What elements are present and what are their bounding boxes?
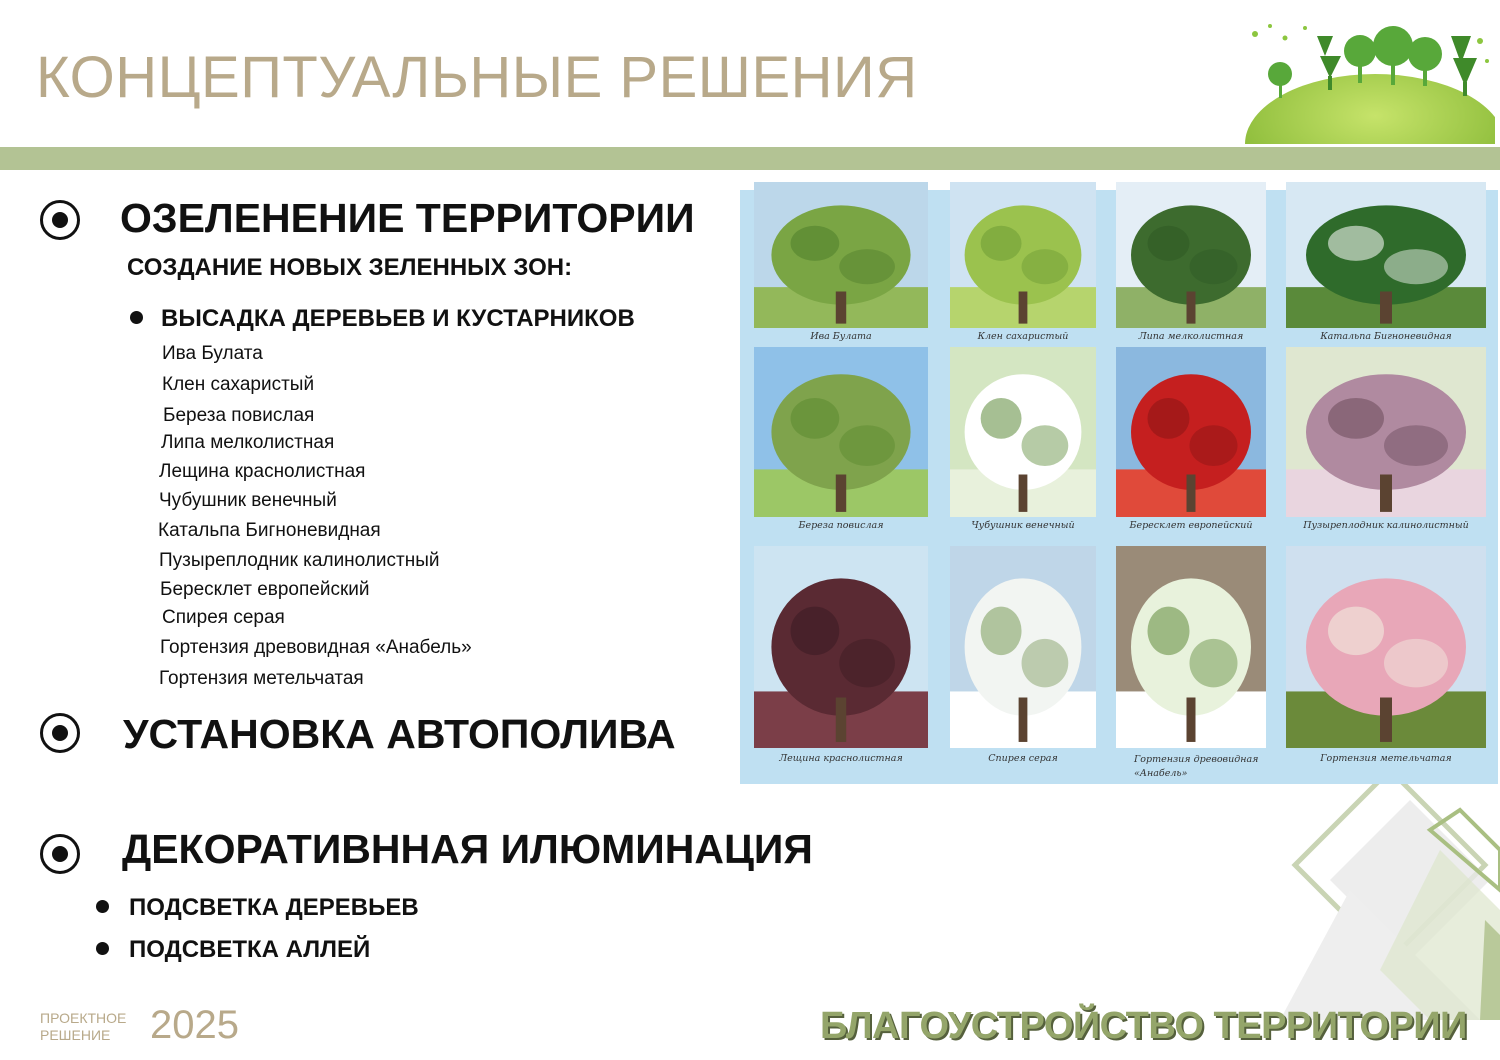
gallery-item xyxy=(1116,182,1266,328)
gallery-item xyxy=(950,546,1096,748)
list-item: Ива Булата xyxy=(162,343,263,364)
bullet-icon xyxy=(96,900,109,913)
bullet-planting: ВЫСАДКА ДЕРЕВЬЕВ И КУСТАРНИКОВ xyxy=(161,305,635,332)
bullet-icon xyxy=(96,942,109,955)
gallery-caption: Клен сахаристый xyxy=(977,331,1069,342)
list-item: Гортензия метельчатая xyxy=(159,668,364,689)
gallery-caption: Ива Булата xyxy=(810,331,872,342)
willow-tree-photo-icon xyxy=(754,182,928,328)
gallery-caption: Береза повислая xyxy=(798,520,884,531)
list-item: Береза повислая xyxy=(163,405,315,426)
photo-shape xyxy=(1190,425,1238,466)
footer-title: БЛАГОУСТРОЙСТВО ТЕРРИТОРИИ xyxy=(820,1005,1467,1047)
photo-shape xyxy=(1384,425,1448,466)
photo-shape xyxy=(1306,578,1466,715)
footer-label-line2: РЕШЕНИЕ xyxy=(40,1027,111,1043)
photo-shape xyxy=(839,639,895,687)
euonymus-shrub-photo-icon xyxy=(1116,347,1266,517)
photo-shape xyxy=(1380,292,1392,324)
photo-shape xyxy=(771,205,910,304)
photo-shape xyxy=(965,578,1082,715)
gallery-caption-line: «Анабель» xyxy=(1134,768,1188,779)
photo-shape xyxy=(839,425,895,466)
photo-shape xyxy=(771,578,910,715)
footer-label xyxy=(40,1010,126,1044)
photo-shape xyxy=(1380,698,1392,742)
gallery-item xyxy=(1286,182,1486,328)
gallery-item xyxy=(1116,546,1266,748)
photo-shape xyxy=(1328,398,1384,439)
photo-shape xyxy=(1328,226,1384,261)
section-marker-icon xyxy=(40,834,80,874)
photo-shape xyxy=(1131,374,1251,490)
gallery-caption: Катальпа Бигноневидная xyxy=(1320,331,1452,342)
gallery-item xyxy=(1116,347,1266,517)
ninebark-shrub-photo-icon xyxy=(1286,347,1486,517)
photo-shape xyxy=(1380,475,1392,512)
bullet-tree-lighting: ПОДСВЕТКА ДЕРЕВЬЕВ xyxy=(129,894,419,921)
maple-tree-photo-icon xyxy=(950,182,1096,328)
photo-shape xyxy=(1148,398,1190,439)
photo-shape xyxy=(791,398,840,439)
photo-shape xyxy=(1148,226,1190,261)
gallery-caption: Спирея серая xyxy=(988,753,1058,764)
photo-shape xyxy=(965,374,1082,490)
photo-shape xyxy=(981,398,1022,439)
gallery-item xyxy=(754,546,928,748)
photo-shape xyxy=(1187,475,1196,512)
photo-shape xyxy=(836,292,846,324)
gallery-item xyxy=(754,182,928,328)
decorative-squares xyxy=(1280,770,1500,1020)
photo-shape xyxy=(1384,639,1448,687)
gallery-item xyxy=(950,347,1096,517)
spirea-shrub-photo-icon xyxy=(950,546,1096,748)
list-item: Пузыреплодник калинолистный xyxy=(159,550,440,571)
list-item: Гортензия древовидная «Анабель» xyxy=(160,637,472,658)
panicle-hydrangea-photo-icon xyxy=(1286,546,1486,748)
photo-shape xyxy=(791,226,840,261)
photo-shape xyxy=(791,607,840,655)
gallery-caption xyxy=(1134,753,1258,781)
photo-shape xyxy=(771,374,910,490)
photo-shape xyxy=(1131,578,1251,715)
photo-shape xyxy=(836,475,846,512)
bullet-icon xyxy=(130,311,143,324)
gallery-caption: Гортензия метельчатая xyxy=(1320,753,1452,764)
photo-shape xyxy=(965,205,1082,304)
list-item: Клен сахаристый xyxy=(162,374,315,395)
gallery-caption: Лещина краснолистная xyxy=(779,753,903,764)
section-subtitle-greening: СОЗДАНИЕ НОВЫХ ЗЕЛЕННЫХ ЗОН: xyxy=(127,254,573,281)
gallery-item xyxy=(754,347,928,517)
photo-shape xyxy=(1022,639,1069,687)
section-title-illumination: ДЕКОРАТИВННАЯ ИЛЮМИНАЦИЯ xyxy=(122,826,813,872)
photo-shape xyxy=(836,698,846,742)
list-item: Чубушник венечный xyxy=(159,490,337,511)
section-marker-icon xyxy=(40,200,80,240)
photo-shape xyxy=(1131,205,1251,304)
photo-shape xyxy=(1019,292,1028,324)
photo-shape xyxy=(981,226,1022,261)
photo-shape xyxy=(1187,698,1196,742)
catalpa-tree-photo-icon xyxy=(1286,182,1486,328)
photo-shape xyxy=(981,607,1022,655)
hydrangea-annabelle-photo-icon xyxy=(1116,546,1266,748)
photo-shape xyxy=(1187,292,1196,324)
section-title-irrigation: УСТАНОВКА АВТОПОЛИВА xyxy=(123,711,676,757)
gallery-item xyxy=(950,182,1096,328)
gallery-caption: Пузыреплодник калинолистный xyxy=(1303,520,1469,531)
photo-shape xyxy=(1148,607,1190,655)
eco-trees-logo-icon xyxy=(1225,16,1495,144)
photo-shape xyxy=(1019,475,1028,512)
photo-shape xyxy=(1190,249,1238,284)
photo-shape xyxy=(1328,607,1384,655)
birch-tree-photo-icon xyxy=(754,347,928,517)
linden-tree-photo-icon xyxy=(1116,182,1266,328)
list-item: Катальпа Бигноневидная xyxy=(158,520,381,541)
photo-shape xyxy=(1384,249,1448,284)
section-marker-icon xyxy=(40,713,80,753)
list-item: Спирея серая xyxy=(162,607,285,628)
bullet-alley-lighting: ПОДСВЕТКА АЛЛЕЙ xyxy=(129,936,371,963)
mock-orange-shrub-photo-icon xyxy=(950,347,1096,517)
section-title-greening: ОЗЕЛЕНЕНИЕ ТЕРРИТОРИИ xyxy=(120,195,695,241)
gallery-caption: Бересклет европейский xyxy=(1129,520,1253,531)
footer-year: 2025 xyxy=(150,1003,239,1047)
page-title: КОНЦЕПТУАЛЬНЫЕ РЕШЕНИЯ xyxy=(36,45,918,110)
plant-gallery xyxy=(740,190,1498,784)
gallery-item xyxy=(1286,347,1486,517)
list-item: Лещина краснолистная xyxy=(159,461,366,482)
accent-band xyxy=(0,147,1500,170)
photo-shape xyxy=(839,249,895,284)
footer-label-line1: ПРОЕКТНОЕ xyxy=(40,1010,127,1026)
photo-shape xyxy=(1306,374,1466,490)
photo-shape xyxy=(1306,205,1466,304)
gallery-caption: Липа мелколистная xyxy=(1138,331,1244,342)
photo-shape xyxy=(1022,425,1069,466)
hazel-shrub-photo-icon xyxy=(754,546,928,748)
photo-shape xyxy=(1019,698,1028,742)
list-item: Липа мелколистная xyxy=(161,432,335,453)
list-item: Бересклет европейский xyxy=(160,579,370,600)
photo-shape xyxy=(1022,249,1069,284)
photo-shape xyxy=(1190,639,1238,687)
gallery-caption: Чубушник венечный xyxy=(971,520,1075,531)
gallery-caption-line: Гортензия древовидная xyxy=(1134,754,1259,765)
gallery-item xyxy=(1286,546,1486,748)
